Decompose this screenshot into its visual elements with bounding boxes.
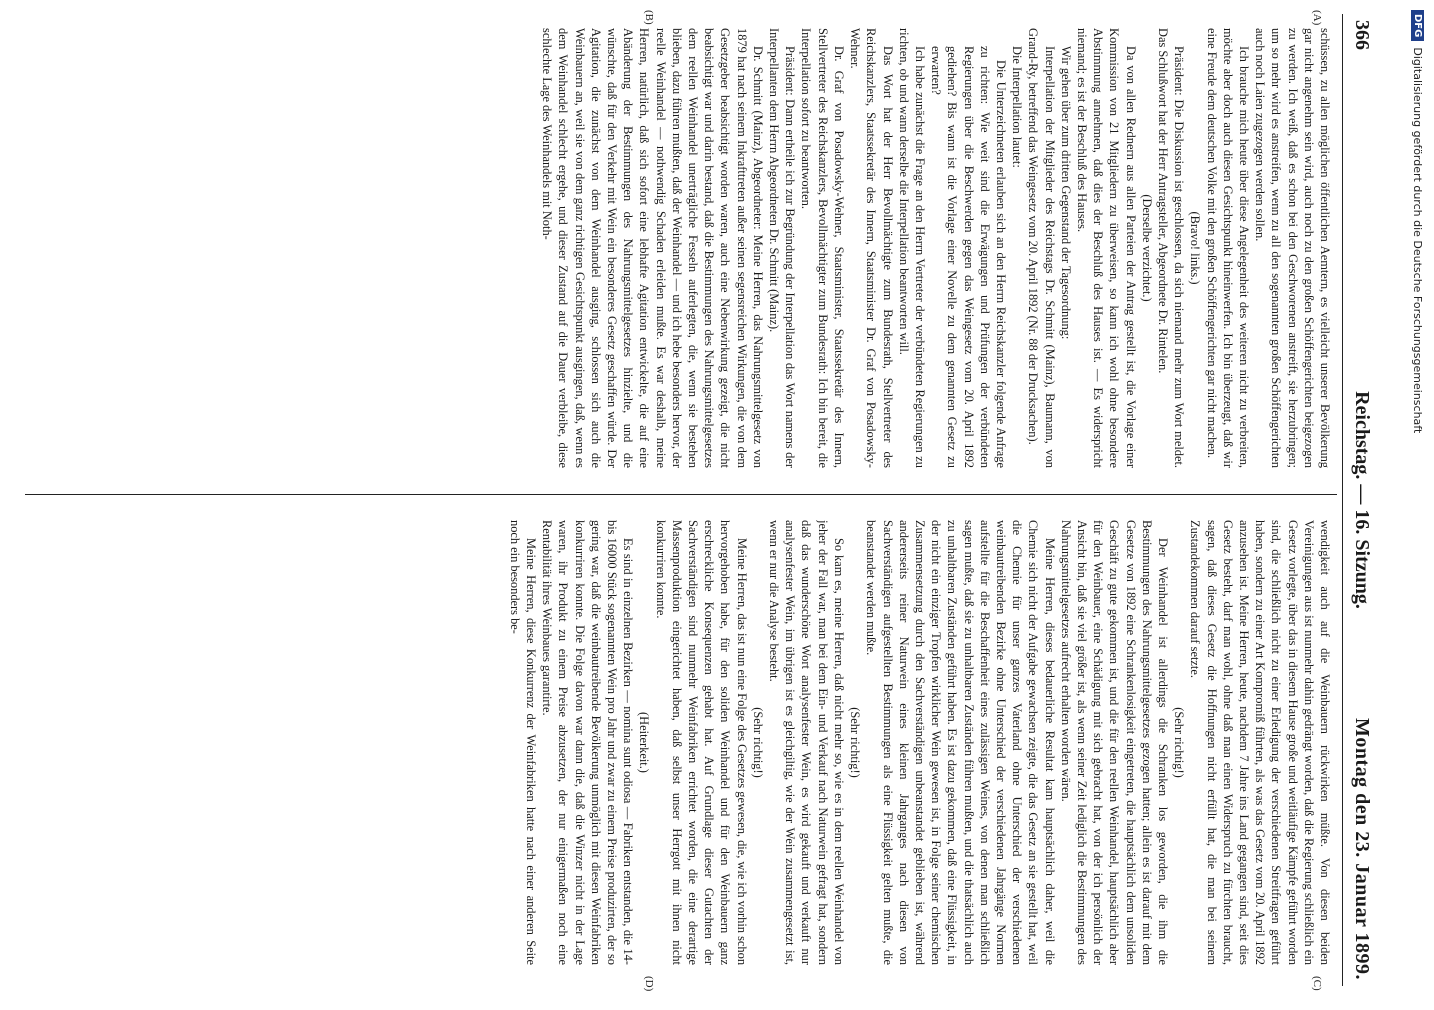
paragraph: Meine Herren, dieses bedauerliche Resultat kam hauptsächlich daher, weil die Chemie sich nicht der Aufgabe gewachsen zeigte, die das Gesetz an sie gestellt hat, weil die Chemie für unser ganzes Vaterland ohne Unterschied der verschiedenen weinbautreibenden Bezirke ohne Unterschied der verschiedenen Jahrgänge Normen aufstellte für die Beschaffenheit eines zulässigen Weines, von denen man schließlich sagen mußte, daß sie zu unhaltbaren Zuständen führen mußten, und die thatsächlich auch zu unhaltbaren Zuständen geführt haben. Es ist dazu gekommen, daß eine Flüssigkeit, in der nicht ein einziger Tropfen wirklicher Wein gewesen ist, in Folge seiner chemischen Zusammensetzung durch den Sachverständigen unbeanstandet geblieben ist, während andererseits reiner Naturwein eines kleinen Jahrganges nach diesen von Sachverständigen aufgestellten Bestimmungen als eine Flüssigkeit gelten mußte, die beanstandet werden mußte. bbox=[864, 520, 1057, 965]
paragraph: Präsident: Die Diskussion ist geschlossen, da sich niemand mehr zum Wort meldet. Das Schlußwort hat der Herr Antragsteller, Abgeordnete Dr. Rintelen. bbox=[1155, 28, 1187, 468]
paragraph: Dr. Graf von Posadowsky-Wehner, Staatsminister, Staatssekretär des Innern, Stellvertreter des Reichskanzlers, Bevollmächtigter zum Bundesrath: Ich bin bereit, die Interpellation sofort zu beantworten. bbox=[799, 28, 846, 468]
left-text-column bbox=[28, 28, 1333, 468]
paragraph: Ich brauche mich heute über diese Angelegenheit des weiteren nicht zu verbreiten, möchte aber doch auch diesen Gesichtspunkt hineinwerfen. Ich bin überzeugt, daß wir eine Freude dem deutschen Volke mit den großen Schöffengerichten gar nicht machen. bbox=[1204, 28, 1251, 468]
column-divider bbox=[25, 494, 1337, 495]
paragraph: Dr. Schmitt (Mainz), Abgeordneter: Meine Herren, das Nahrungsmittelgesetz von 1879 hat nach seinem Inkrafttreten außer seinen segensreichen Wirkungen, die von dem Gesetzgeber beabsichtigt worden waren, auch eine Nebenwirkung gezeigt, die nicht beabsichtigt war und darin bestand, daß die Bestimmungen des Nahrungsmittelgesetzes dem reellen Weinhandel unerträgliche Fesseln auferlegten, die, wenn sie bestehen blieben, dazu führen mußten, daß der Weinhandel — und ich hebe besonders hervor, der reelle Weinhandel — nothwendig Schaden erleiden mußte. Es war deshalb, meine Herren, natürlich, daß sich sofort eine lebhafte Agitation entwickelte, die auf eine Abänderung der Bestimmungen des Nahrungsmittelgesetzes hinzielte, und die wünschte, daß für den Verkehr mit Wein ein besonderes Gesetz geschaffen würde. Der Agitation, die zunächst von dem Weinhandel ausging, schlossen sich auch die Weinbauern an, weil sie von dem ganz richtigen Gesichtspunkt ausgingen, daß, wenn es dem Weinhandel schlecht ergehe, und dieser Zustand auf die Dauer verbleibe, diese schlechte Lage des Weinhandels mit Noth- bbox=[540, 28, 765, 468]
dfg-logo-badge: DFG bbox=[1412, 10, 1425, 41]
credit-text: Digitalisierung gefördert durch die Deutsche Forschungsgemeinschaft bbox=[1411, 47, 1425, 434]
paragraph: Da von allen Rednern aus allen Parteien der Antrag gestellt ist, die Vorlage einer Kommission von 21 Mitgliedern zu überweisen, so kann ich wohl ohne besondere Abstimmung annehmen, daß dies der Beschluß des Hauses ist. — Es widerspricht niemand; es ist der Beschluß des Hauses. bbox=[1074, 28, 1138, 468]
session-title: Reichstag. — 16. Sitzung. bbox=[1351, 391, 1373, 609]
right-text-column bbox=[28, 520, 1333, 965]
paragraph: Das Wort hat der Herr Bevollmächtigte zum Bundesrath, Stellvertreter des Reichskanzlers, Staatssekretär des Innern, Staatsminister Dr. Graf von Posadowsky-Wehner. bbox=[848, 28, 895, 468]
stage-direction: (Heiterkeit.) bbox=[637, 712, 652, 773]
paragraph: Präsident: Dann ertheile ich zur Begründung der Interpellation das Wort namens der Interpellanten dem Herrn Abgeordneten Dr. Schmitt (Mainz). bbox=[767, 28, 798, 468]
stage-direction: (Sehr richtig!) bbox=[1172, 707, 1187, 778]
margin-marker-b: (B) bbox=[643, 10, 655, 25]
session-date: Montag den 23. Januar 1899. bbox=[1351, 717, 1373, 980]
page-number: 366 bbox=[1351, 20, 1373, 50]
paragraph: Die Unterzeichneten erlauben sich an den Herrn Reichskanzler folgende Anfrage zu richten: Wie weit sind die Erwägungen und Prüfungen der verbündeten Regierungen über die Beschwerden gegen das Weingesetz vom 20. April 1892 gediehen? Bis wann ist die Vorlage einer Novelle zu dem genannten Gesetz zu erwarten? bbox=[929, 46, 1008, 468]
stage-direction: (Sehr richtig!) bbox=[848, 707, 863, 778]
paragraph: Ich habe zunächst die Frage an den Herrn Vertreter der verbündeten Regierungen zu richten, ob und wann derselbe die Interpellation beantworten will. bbox=[896, 28, 927, 468]
side-credit bbox=[1404, 0, 1434, 1000]
paragraph: Meine Herren, das ist nun eine Folge des Gesetzes gewesen, die, wie ich vorhin schon hervorgehoben habe, für den soliden Weinhandel und für den Weinbauern ganz erschreckliche Konsequenzen gehabt hat. Auf Grundlage dieser Gutachten der Sachverständigen sind nunmehr Weinfabriken errichtet worden, die eine derartige Massenproduktion eingerichtet haben, daß selbst unser Herrgott mit ihnen nicht konkurriren konnte. bbox=[653, 520, 749, 965]
paragraph: Wir gehen über zum dritten Gegenstand der Tagesordnung: bbox=[1058, 46, 1073, 340]
paragraph: wendigkeit auch auf die Weinbauern rückwirken müßte. Von diesen beiden Vereinigungen aus ist nunmehr dahin gedrängt worden, daß die Regierung schließlich ein Gesetz vorlegte, über das in diesem Hause große und weitläufige Kämpfe geführt worden sind, die schließlich nicht zu einer Erledigung der verschiedenen Streitfragen geführt haben, sondern zu einer Art Kompromiß führten, als was das Gesetz vom 20. April 1892 anzusehen ist. Meine Herren, heute, nachdem 7 Jahre ins Land gegangen sind, seit dies Gesetz besteht, darf man wohl, ohne daß man einen Widerspruch zu fürchten braucht, sagen, daß dieses Gesetz die Hoffnungen nicht erfüllt hat, die man bei seinem Zustandekommen darauf setzte. bbox=[1188, 520, 1332, 965]
paragraph: Interpellation der Mitglieder des Reichstags Dr. Schmitt (Mainz), Baumann, von Grand-Ry, betreffend das Weingesetz vom 20. April 1892 (Nr. 88 der Drucksachen). bbox=[1026, 28, 1057, 468]
paragraph: Es sind in einzelnen Bezirken — nomina sunt odiosa — Fabriken entstanden, die 14- bis 16000 Stück sogenannten Wein pro Jahr und zwar zu einem Preise produzirten, der so gering war, daß die weinbautreibende Bevölkerung unmöglich mit diesen Weinfabriken konkurriren konnte. Die Folge davon war dann die, daß die Winzer nicht in der Lage waren, ihr Produkt zu einem Preise abzusetzen, der nur einigermaßen noch eine Rentabilität ihres Weinbaues garantirte. bbox=[540, 520, 636, 965]
paragraph: Der Weinhandel ist allerdings die Schranken los geworden, die ihm die Bestimmungen des Nahrungsmittelgesetzes gezogen hatten; allein es ist darauf mit dem Gesetze von 1892 eine Schrankenlosigkeit eingetreten, die hauptsächlich dem unsoliden Geschäft zu gute gekommen ist, und die für den reellen Weinhandel, hauptsächlich aber für den Weinbauer, eine Schädigung mit sich gebracht hat, von der ich persönlich der Ansicht bin, daß sie viel größer ist, als wenn seiner Zeit lediglich die Bestimmungen des Nahrungsmittelgesetzes aufrecht erhalten worden wären. bbox=[1058, 520, 1170, 965]
paragraph: Die Interpellation lautet: bbox=[1010, 46, 1025, 168]
stage-direction: (Derselbe verzichtet.) bbox=[1139, 194, 1154, 302]
margin-marker-d: (D) bbox=[643, 976, 655, 992]
margin-marker-a: (A) bbox=[1311, 10, 1323, 26]
credit-line bbox=[1407, 10, 1429, 1010]
running-header bbox=[1342, 14, 1383, 986]
margin-marker-c: (C) bbox=[1311, 976, 1323, 991]
paragraph: schüssen, zu allen möglichen öffentlichen Aemtern, es vielleicht unserer Bevölkerung gar nicht angenehm sein wird, auch noch zu den großen Schöffengerichten beigezogen zu werden. Ich weiß, daß es schon bei den Geschworenen anstreift, sie herzubringen; um so mehr wird es anstreifen, wenn zu all den sogenannten großen Schöffengerichten auch noch Laien zugezogen werden sollen. bbox=[1253, 28, 1332, 468]
stage-direction: (Bravo! links.) bbox=[1188, 211, 1203, 285]
paragraph: Meine Herren, diese Konkurrenz der Weinfabriken hatte nach einer anderen Seite noch ein besonders be- bbox=[507, 520, 539, 965]
paragraph: So kam es, meine Herren, daß nicht mehr so, wie es in dem reellen Weinhandel von jeher der Fall war, man bei dem Ein- und Verkauf nach Naturwein gefragt hat, sondern daß das wunderschöne Wort analysenfester Wein, es wird gekauft und verkauft nur analysenfester Wein, im übrigen ist es gleichgiltig, wie der Wein zusammengesetzt ist, wenn er nur die Analyse besteht. bbox=[767, 520, 846, 965]
stage-direction: (Sehr richtig!) bbox=[750, 707, 765, 778]
